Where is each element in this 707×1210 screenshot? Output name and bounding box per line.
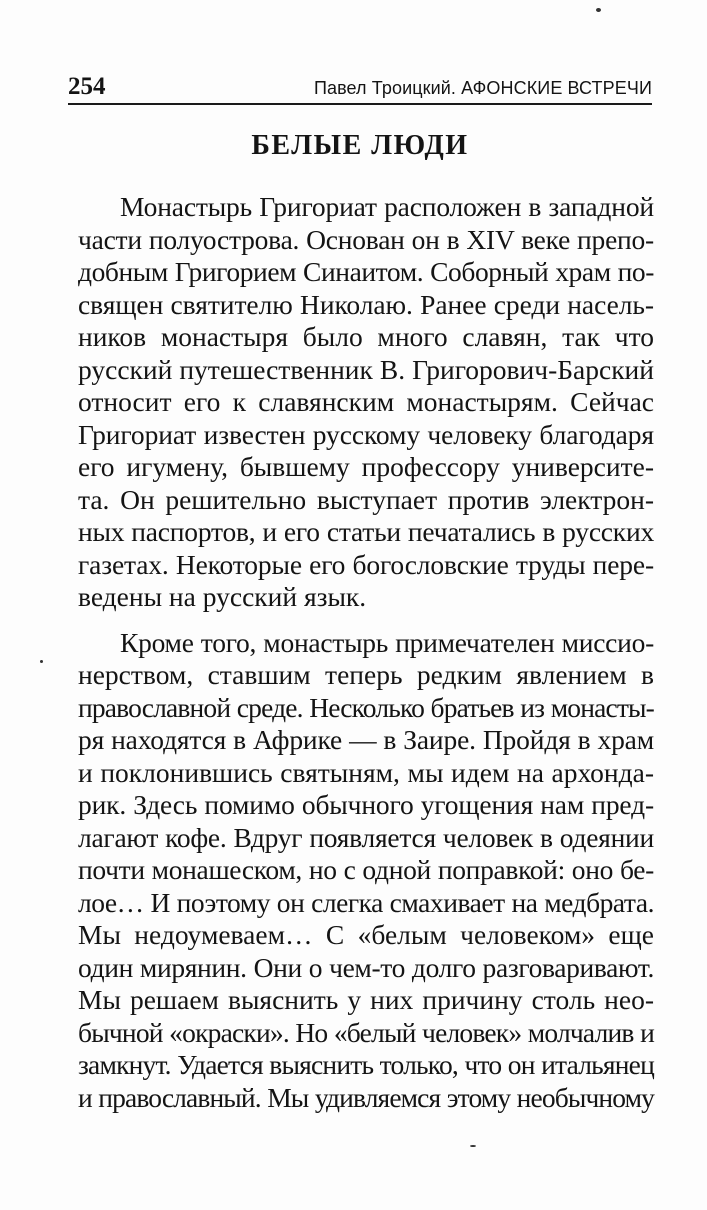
text-line: части полуострова. Основан он в XIV веке препо-: [78, 223, 654, 255]
text-line: бычной «окраски». Но «белый человек» молчалив и: [78, 1016, 654, 1048]
text-line: Мы недоумеваем… С «белым человеком» еще: [78, 919, 654, 950]
text-line: Григориат известен русскому человеку благодаря: [78, 418, 654, 450]
text-line: рик. Здесь помимо обычного угощения нам пред-: [78, 789, 654, 820]
text-line: относит его к славянским монастырям. Сейчас: [78, 386, 654, 417]
text-line: лагают кофе. Вдруг появляется человек в одеянии: [78, 821, 654, 853]
text-line: его игумену, бывшему профессору университе-: [78, 451, 654, 482]
text-line: ря находятся в Африке — в Заире. Пройдя в храм: [78, 724, 654, 755]
text-line: ников монастыря было много славян, так что: [78, 321, 654, 352]
text-line: замкнут. Удается выяснить только, что он итальянец: [78, 1049, 654, 1080]
page-number: 254: [68, 73, 106, 100]
text-line: священ святителю Николаю. Ранее среди насель-: [78, 288, 654, 320]
scan-speck: [596, 8, 601, 12]
scan-speck: [40, 660, 43, 663]
text-line: Мы решаем выяснить у них причину столь нео-: [78, 984, 654, 1015]
text-line: русский путешественник В. Григорович-Барский: [78, 353, 654, 385]
text-line: ведены на русский язык.: [78, 581, 367, 612]
text-line: та. Он решительно выступает против электрон-: [78, 483, 654, 515]
text-line: и православный. Мы удивляемся этому необычному: [78, 1081, 654, 1113]
text-line: и поклонившись святыням, мы идем на архонда-: [78, 756, 654, 788]
text-line: ных паспортов, и его статьи печатались в русских: [78, 516, 654, 547]
text-line: лое… И поэтому он слегка смахивает на медбрата.: [78, 886, 654, 918]
paragraph-1: [78, 191, 654, 614]
text-line: Кроме того, монастырь примечателен миссио-: [120, 626, 654, 658]
scan-speck: [470, 1145, 476, 1147]
text-line: православной среде. Несколько братьев из монасты-: [78, 691, 654, 723]
page-header: [68, 73, 652, 105]
text-line: Монастырь Григориат расположен в западной: [120, 191, 654, 222]
running-head: Павел Троицкий. АФОНСКИЕ ВСТРЕЧИ: [313, 78, 652, 98]
text-line: один мирянин. Они о чем-то долго разговаривают.: [78, 951, 654, 983]
text-line: почти монашеском, но с одной поправкой: оно бе-: [78, 854, 654, 885]
text-line: нерством, ставшим теперь редким явлением в: [78, 659, 654, 690]
chapter-title: БЕЛЫЕ ЛЮДИ: [251, 130, 469, 161]
body-text: [78, 191, 654, 1114]
text-line: газетах. Некоторые его богословские труды пере-: [78, 548, 654, 580]
paragraph-2: [78, 627, 654, 1115]
text-line: добным Григорием Синаитом. Соборный храм по-: [78, 256, 654, 287]
